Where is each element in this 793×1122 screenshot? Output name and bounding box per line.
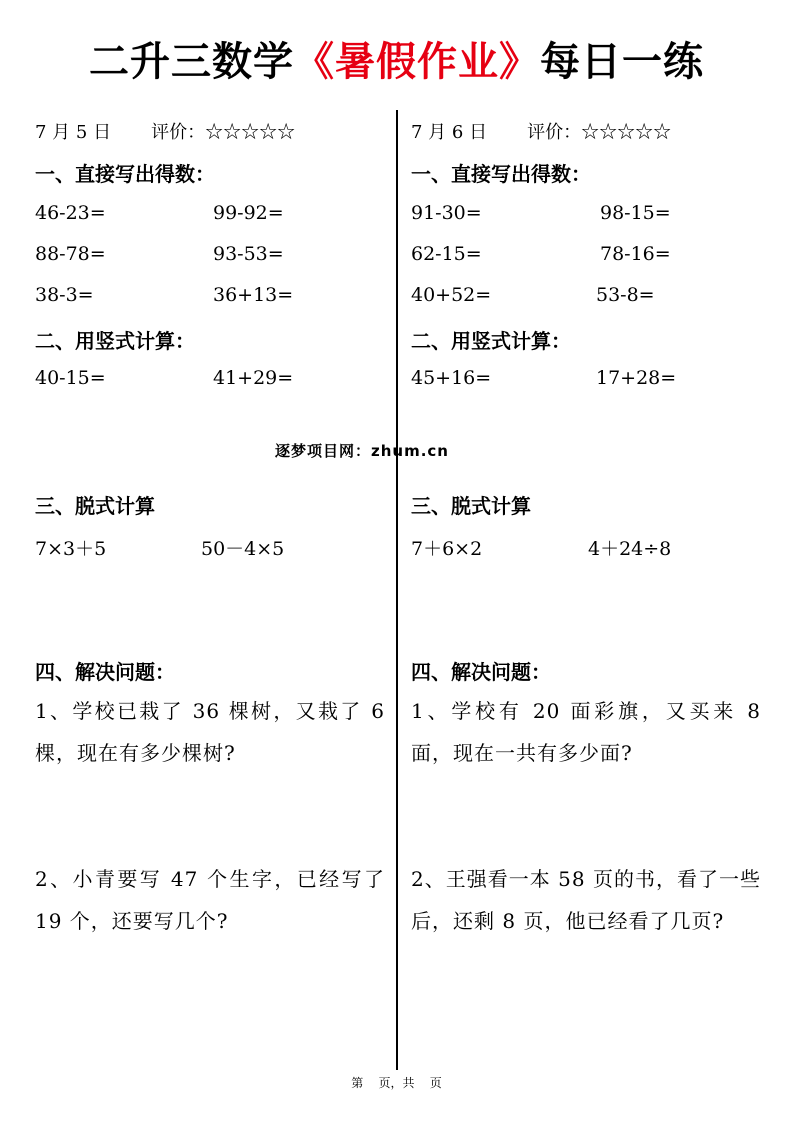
section-heading-direct: 一、直接写出得数：: [411, 162, 591, 186]
page-title: [0, 30, 793, 87]
date-rating-row: [411, 118, 671, 144]
word-problem-2: 2、小青要写 47 个生字，已经写了 19 个，还要写几个?: [35, 867, 385, 933]
calc-item: 78-16=: [600, 243, 671, 265]
stepwise-calc-item: 7＋6×2: [411, 538, 483, 560]
calc-item: 93-53=: [213, 243, 284, 265]
title-prefix: 二升三数学: [89, 38, 294, 85]
vertical-calc-item: 40-15=: [35, 367, 106, 389]
calc-item: 53-8=: [596, 284, 655, 306]
section-heading-stepwise: 三、脱式计算: [35, 494, 155, 518]
stepwise-calc-item: 50－4×5: [201, 538, 285, 560]
calc-item: 62-15=: [411, 243, 482, 265]
date-label: 7 月 5 日: [35, 122, 112, 143]
title-highlight: 《暑假作业》: [294, 38, 540, 85]
section-heading-vertical: 二、用竖式计算：: [35, 329, 195, 353]
section-heading-direct: 一、直接写出得数：: [35, 162, 215, 186]
calc-item: 38-3=: [35, 284, 94, 306]
word-problem-1: 1、学校已栽了 36 棵树，又栽了 6 棵，现在有多少棵树?: [35, 699, 385, 765]
vertical-calc-item: 41+29=: [213, 367, 294, 389]
word-problem-1: 1、学校有 20 面彩旗，又买来 8 面，现在一共有多少面?: [411, 699, 761, 765]
page-footer: 第 页，共 页: [351, 1076, 442, 1090]
vertical-calc-item: 45+16=: [411, 367, 492, 389]
title-suffix: 每日一练: [540, 38, 704, 85]
calc-item: 91-30=: [411, 202, 482, 224]
section-heading-problems: 四、解决问题：: [35, 660, 175, 684]
date-label: 7 月 6 日: [411, 122, 488, 143]
rating-stars: 评价：☆☆☆☆☆: [151, 122, 296, 143]
calc-item: 40+52=: [411, 284, 492, 306]
column-divider: [396, 110, 398, 1070]
calc-item: 98-15=: [600, 202, 671, 224]
watermark-text: 逐梦项目网：zhum.cn: [275, 442, 449, 460]
section-heading-stepwise: 三、脱式计算: [411, 494, 531, 518]
section-heading-vertical: 二、用竖式计算：: [411, 329, 571, 353]
stepwise-calc-item: 4＋24÷8: [588, 538, 672, 560]
rating-stars: 评价：☆☆☆☆☆: [527, 122, 672, 143]
section-heading-problems: 四、解决问题：: [411, 660, 551, 684]
calc-item: 46-23=: [35, 202, 106, 224]
calc-item: 36+13=: [213, 284, 294, 306]
date-rating-row: [35, 118, 295, 144]
stepwise-calc-item: 7×3＋5: [35, 538, 107, 560]
calc-item: 88-78=: [35, 243, 106, 265]
vertical-calc-item: 17+28=: [596, 367, 677, 389]
calc-item: 99-92=: [213, 202, 284, 224]
word-problem-2: 2、王强看一本 58 页的书，看了一些后，还剩 8 页，他已经看了几页?: [411, 867, 761, 933]
